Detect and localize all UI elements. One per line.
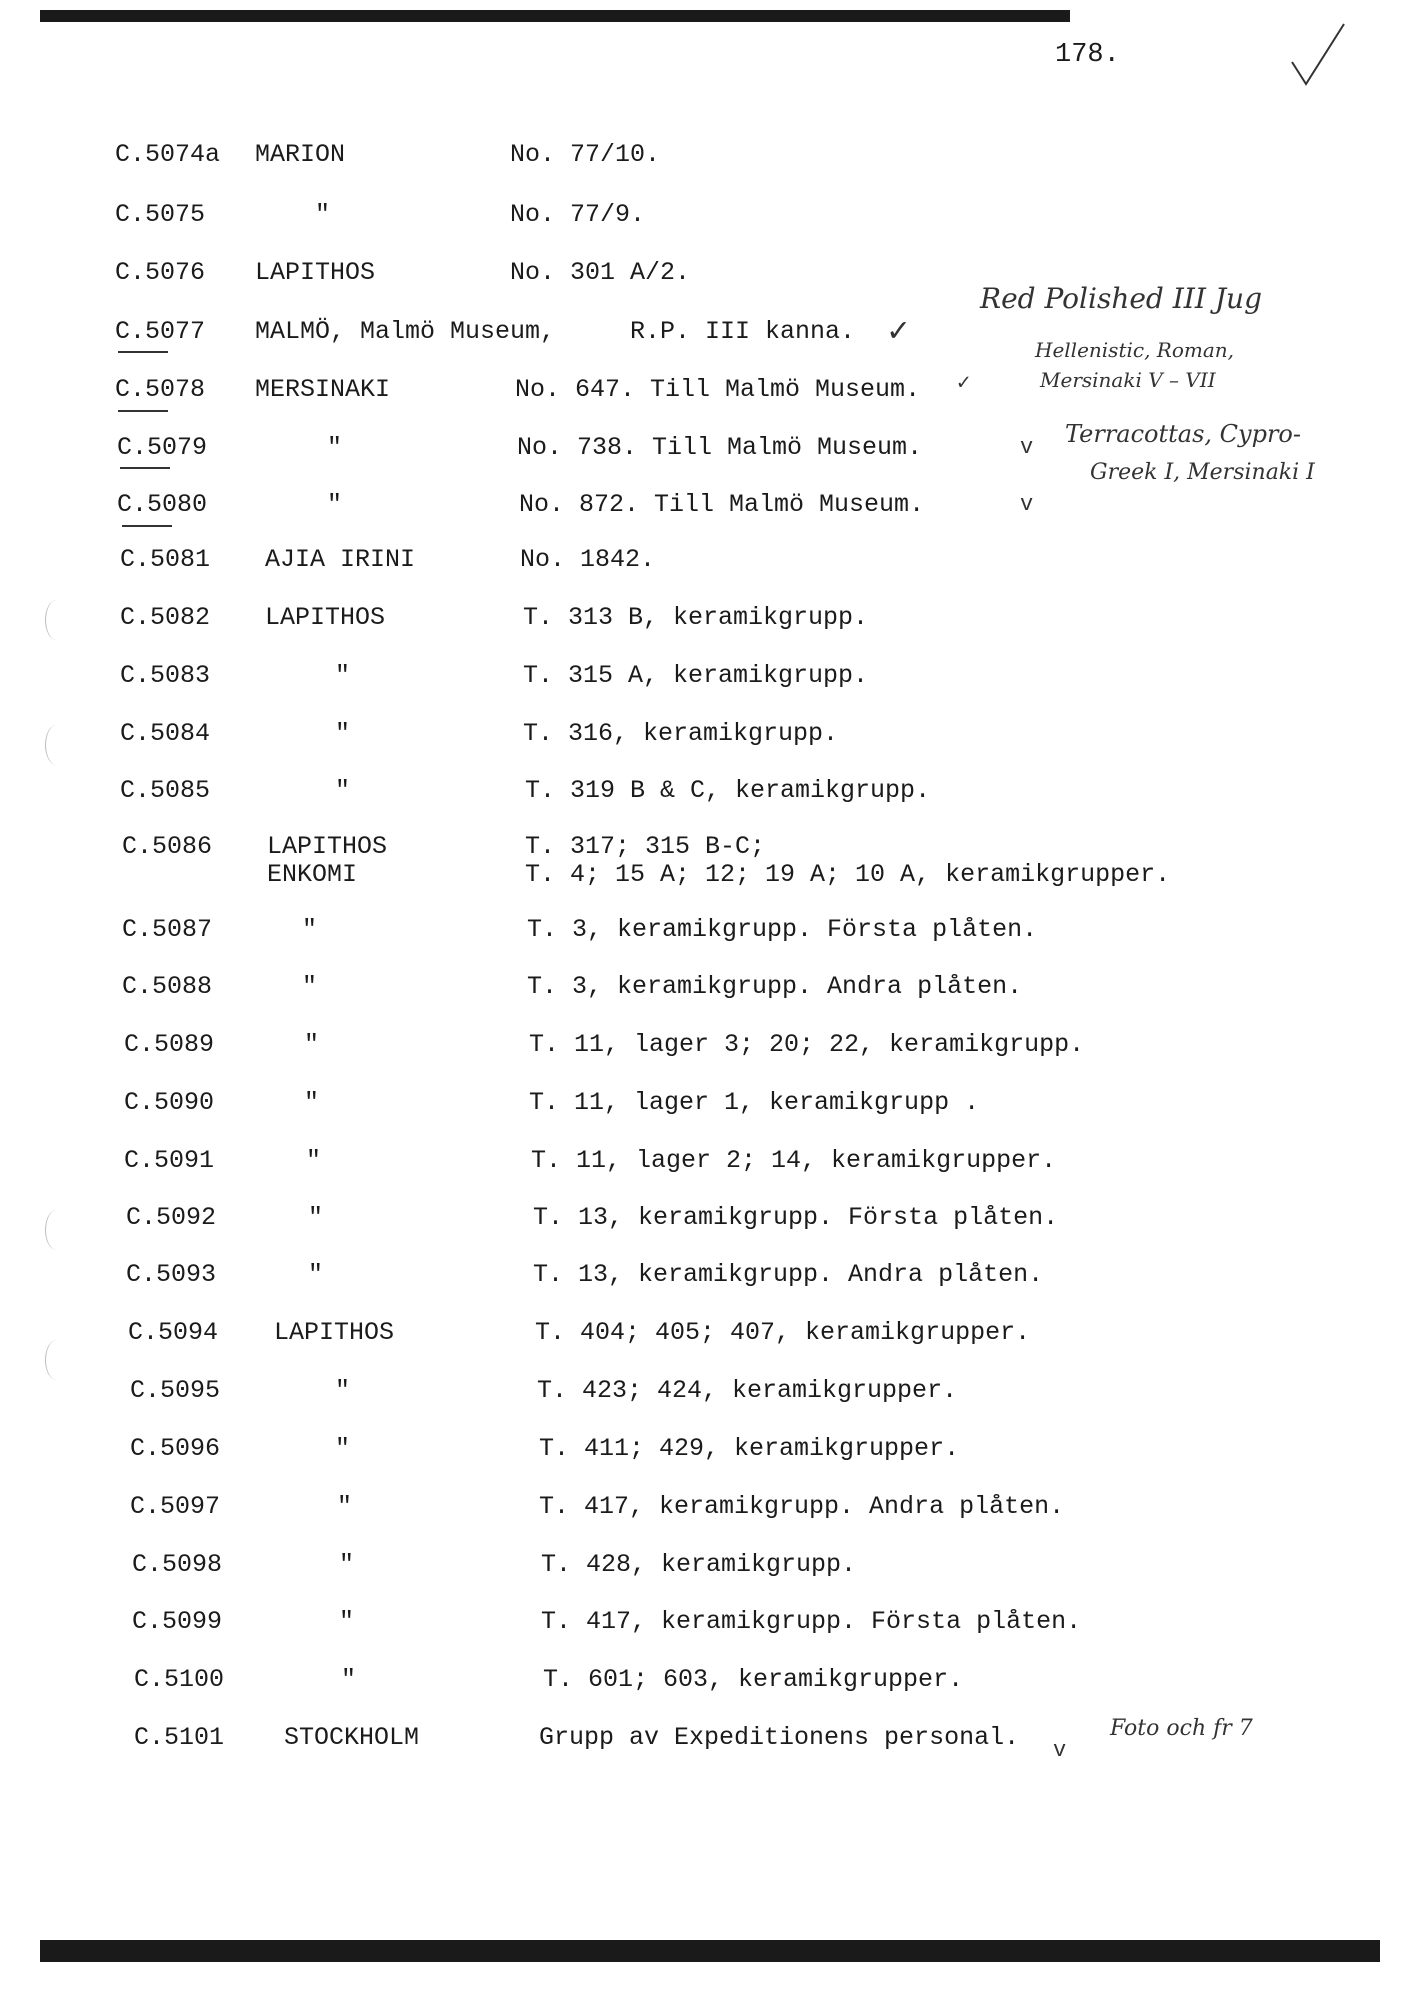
pencil-underline	[118, 410, 168, 412]
site-name: "	[308, 1260, 324, 1289]
bottom-scan-border	[40, 1940, 1380, 1962]
catalogue-code: C.5091	[124, 1146, 215, 1175]
site-name: "	[337, 1492, 353, 1521]
entry-description: T. 411; 429, keramikgrupper.	[539, 1434, 960, 1463]
entry-description: No. 301 A/2.	[510, 258, 691, 287]
entry-description: T. 11, lager 3; 20; 22, keramikgrupp.	[529, 1030, 1085, 1059]
site-name: LAPITHOS	[267, 832, 388, 861]
site-name: "	[335, 1376, 351, 1405]
site-name: "	[335, 1434, 351, 1463]
entry-description: T. 13, keramikgrupp. Andra plåten.	[533, 1260, 1044, 1289]
pencil-underline	[120, 467, 170, 469]
entry-description: No. 738. Till Malmö Museum.	[517, 433, 923, 462]
catalogue-code: C.5099	[132, 1607, 223, 1636]
tick-icon: v	[1020, 492, 1034, 517]
site-name: "	[306, 1146, 322, 1175]
catalogue-code: C.5081	[120, 545, 211, 574]
entry-description: T. 319 B & C, keramikgrupp.	[525, 776, 931, 805]
entry-description: No. 77/10.	[510, 140, 661, 169]
catalogue-code: C.5093	[126, 1260, 217, 1289]
site-name-second: ENKOMI	[267, 860, 358, 889]
catalogue-code: C.5077	[115, 317, 206, 346]
entry-description: T. 13, keramikgrupp. Första plåten.	[533, 1203, 1059, 1232]
catalogue-code: C.5086	[122, 832, 213, 861]
catalogue-code: C.5098	[132, 1550, 223, 1579]
catalogue-code: C.5089	[124, 1030, 215, 1059]
site-name: "	[339, 1550, 355, 1579]
entry-description: T. 601; 603, keramikgrupper.	[543, 1665, 964, 1694]
checkmark-icon	[1288, 22, 1348, 97]
catalogue-code: C.5094	[128, 1318, 219, 1347]
handwritten-note: Greek I, Mersinaki I	[1090, 460, 1315, 485]
page-number: 178.	[1055, 40, 1120, 70]
entry-description-second: T. 4; 15 A; 12; 19 A; 10 A, keramikgrupper.	[525, 860, 1171, 889]
entry-description: No. 77/9.	[510, 200, 646, 229]
site-name: MERSINAKI	[255, 375, 391, 404]
entry-description: T. 428, keramikgrupp.	[541, 1550, 857, 1579]
site-name: LAPITHOS	[274, 1318, 395, 1347]
catalogue-code: C.5088	[122, 972, 213, 1001]
catalogue-code: C.5083	[120, 661, 211, 690]
tick-icon: v	[1053, 1738, 1067, 1763]
site-name: "	[335, 776, 351, 805]
entry-description: T. 315 A, keramikgrupp.	[523, 661, 869, 690]
entry-description: T. 317; 315 B-C;	[525, 832, 766, 861]
catalogue-code: C.5087	[122, 915, 213, 944]
catalogue-code: C.5079	[117, 433, 208, 462]
handwritten-note: Terracottas, Cypro-	[1065, 420, 1301, 448]
catalogue-code: C.5096	[130, 1434, 221, 1463]
site-name: "	[304, 1088, 320, 1117]
catalogue-code: C.5090	[124, 1088, 215, 1117]
catalogue-code: C.5101	[134, 1723, 225, 1752]
entry-description: T. 11, lager 2; 14, keramikgrupper.	[531, 1146, 1057, 1175]
margin-mark	[45, 600, 68, 640]
handwritten-note: Red Polished III Jug	[980, 282, 1263, 315]
margin-mark	[45, 725, 68, 765]
entry-description: T. 417, keramikgrupp. Första plåten.	[541, 1607, 1082, 1636]
entry-description: R.P. III kanna.	[630, 317, 856, 346]
catalogue-code: C.5084	[120, 719, 211, 748]
catalogue-code: C.5097	[130, 1492, 221, 1521]
tick-icon: v	[1020, 435, 1034, 460]
site-name: "	[315, 200, 331, 229]
handwritten-note: Hellenistic, Roman,	[1035, 338, 1235, 362]
site-name: LAPITHOS	[255, 258, 376, 287]
catalogue-code: C.5085	[120, 776, 211, 805]
site-name: STOCKHOLM	[284, 1723, 420, 1752]
margin-mark	[45, 1210, 68, 1250]
site-name: MALMÖ, Malmö Museum,	[255, 317, 556, 346]
entry-description: T. 404; 405; 407, keramikgrupper.	[535, 1318, 1031, 1347]
catalogue-code: C.5078	[115, 375, 206, 404]
entry-description: T. 316, keramikgrupp.	[523, 719, 839, 748]
entry-description: No. 872. Till Malmö Museum.	[519, 490, 925, 519]
catalogue-code: C.5092	[126, 1203, 217, 1232]
handwritten-note: Foto och fr 7	[1110, 1716, 1253, 1741]
site-name: "	[304, 1030, 320, 1059]
entry-description: Grupp av Expeditionens personal.	[539, 1723, 1020, 1752]
site-name: AJIA IRINI	[265, 545, 416, 574]
entry-description: T. 423; 424, keramikgrupper.	[537, 1376, 958, 1405]
entry-description: T. 417, keramikgrupp. Andra plåten.	[539, 1492, 1065, 1521]
entry-description: T. 3, keramikgrupp. Andra plåten.	[527, 972, 1023, 1001]
entry-description: T. 3, keramikgrupp. Första plåten.	[527, 915, 1038, 944]
handwritten-note: Mersinaki V – VII	[1040, 368, 1216, 392]
site-name: "	[335, 719, 351, 748]
margin-mark	[45, 1340, 68, 1380]
catalogue-code: C.5080	[117, 490, 208, 519]
entry-description: T. 11, lager 1, keramikgrupp .	[529, 1088, 980, 1117]
entry-description: No. 1842.	[520, 545, 656, 574]
site-name: "	[327, 490, 343, 519]
tick-icon: ✓	[957, 371, 971, 396]
site-name: "	[308, 1203, 324, 1232]
top-scan-border	[40, 10, 1070, 22]
site-name: LAPITHOS	[265, 603, 386, 632]
catalogue-code: C.5100	[134, 1665, 225, 1694]
catalogue-code: C.5075	[115, 200, 206, 229]
pencil-underline	[118, 351, 168, 353]
pencil-underline	[122, 525, 172, 527]
tick-icon: ✓	[888, 314, 909, 352]
catalogue-code: C.5082	[120, 603, 211, 632]
site-name: "	[302, 915, 318, 944]
catalogue-code: C.5095	[130, 1376, 221, 1405]
entry-description: No. 647. Till Malmö Museum.	[515, 375, 921, 404]
site-name: "	[302, 972, 318, 1001]
entry-description: T. 313 B, keramikgrupp.	[523, 603, 869, 632]
catalogue-code: C.5074a	[115, 140, 221, 169]
site-name: "	[339, 1607, 355, 1636]
site-name: "	[327, 433, 343, 462]
catalogue-code: C.5076	[115, 258, 206, 287]
site-name: MARION	[255, 140, 346, 169]
site-name: "	[341, 1665, 357, 1694]
site-name: "	[335, 661, 351, 690]
